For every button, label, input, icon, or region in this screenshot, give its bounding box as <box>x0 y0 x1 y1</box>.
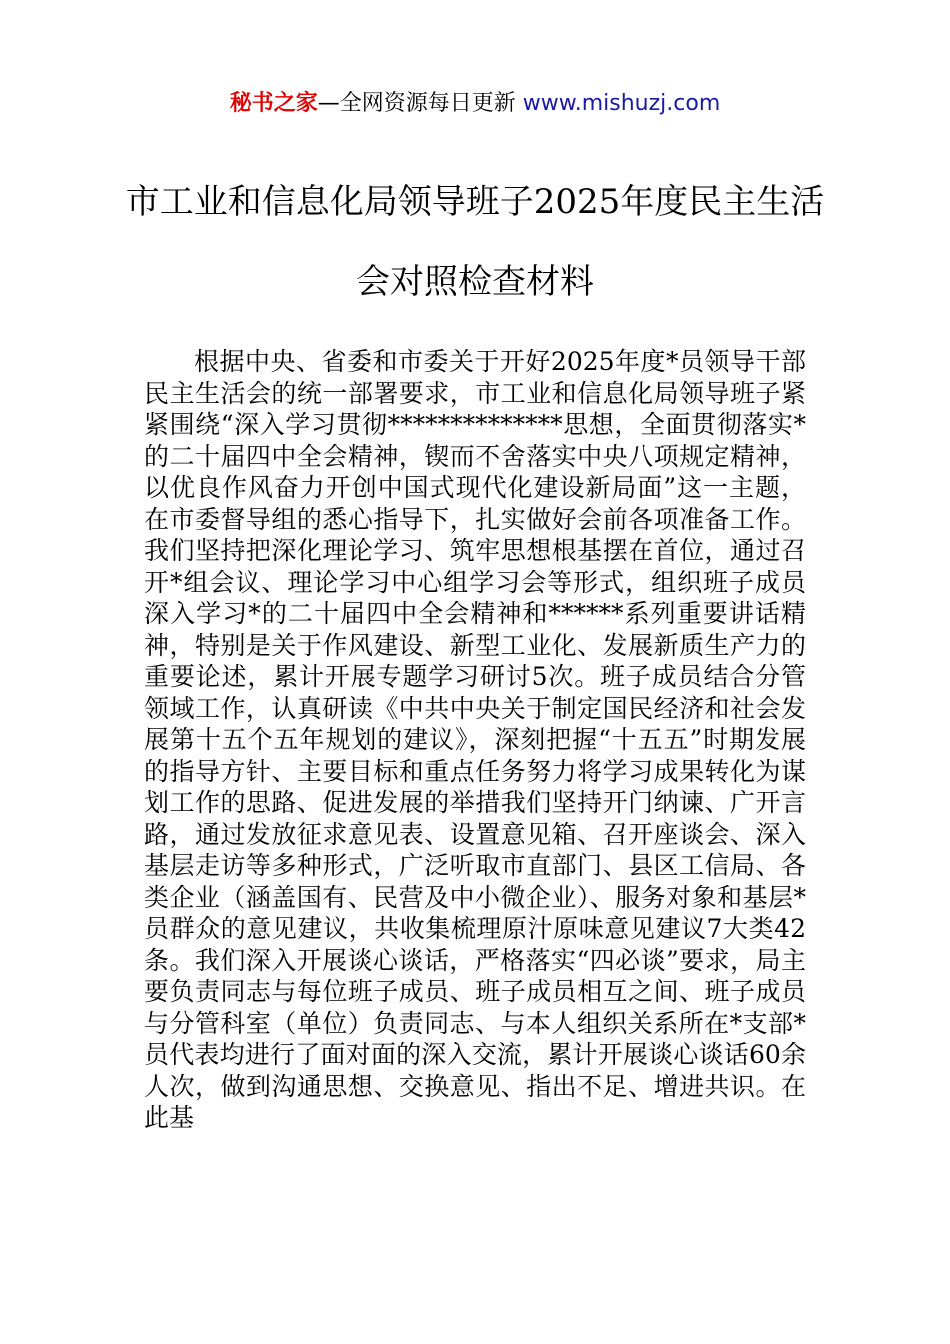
banner-tagline: —全网资源每日更新 <box>317 91 523 116</box>
banner-url-link[interactable]: www.mishuzj.com <box>522 91 721 116</box>
banner-brand: 秘书之家 <box>229 91 318 116</box>
body-paragraph: 根据中央、省委和市委关于开好2025年度*员领导干部民主生活会的统一部署要求，市工业和信息化局领导班子紧紧围绕“深入学习贯彻**************思想，全面贯彻落实*的二十届四中全会精神，锲而不舍落实中央八项规定精神，以优良作风奋力开创中国式现代化建设新局面”这一主题，在市委督导组的悉心指导下，扎实做好会前各项准备工作。我们坚持把深化理论学习、筑牢思想根基摆在首位，通过召开*组会议、理论学习中心组学习会等形式，组织班子成员深入学习*的二十届四中全会精神和******系列重要讲话精神，特别是关于作风建设、新型工业化、发展新质生产力的重要论述，累计开展专题学习研讨5次。班子成员结合分管领域工作，认真研读《中共中央关于制定国民经济和社会发展第十五个五年规划的建议》，深刻把握“十五五”时期发展的指导方针、主要目标和重点任务努力将学习成果转化为谋划工作的思路、促进发展的举措我们坚持开门纳谏、广开言路，通过发放征求意见表、设置意见箱、召开座谈会、深入基层走访等多种形式，广泛听取市直部门、县区工信局、各类企业（涵盖国有、民营及中小微企业）、服务对象和基层*员群众的意见建议，共收集梳理原汁原味意见建议7大类42条。我们深入开展谈心谈话，严格落实“四必谈”要求，局主要负责同志与每位班子成员、班子成员相互之间、班子成员与分管科室（单位）负责同志、与本人组织关系所在*支部*员代表均进行了面对面的深入交流，累计开展谈心谈话60余人次，做到沟通思想、交换意见、指出不足、增进共识。在此基 <box>144 347 806 1132</box>
document-title: 市工业和信息化局领导班子2025年度民主生活会对照检查材料 <box>125 182 825 302</box>
site-banner <box>0 86 950 122</box>
